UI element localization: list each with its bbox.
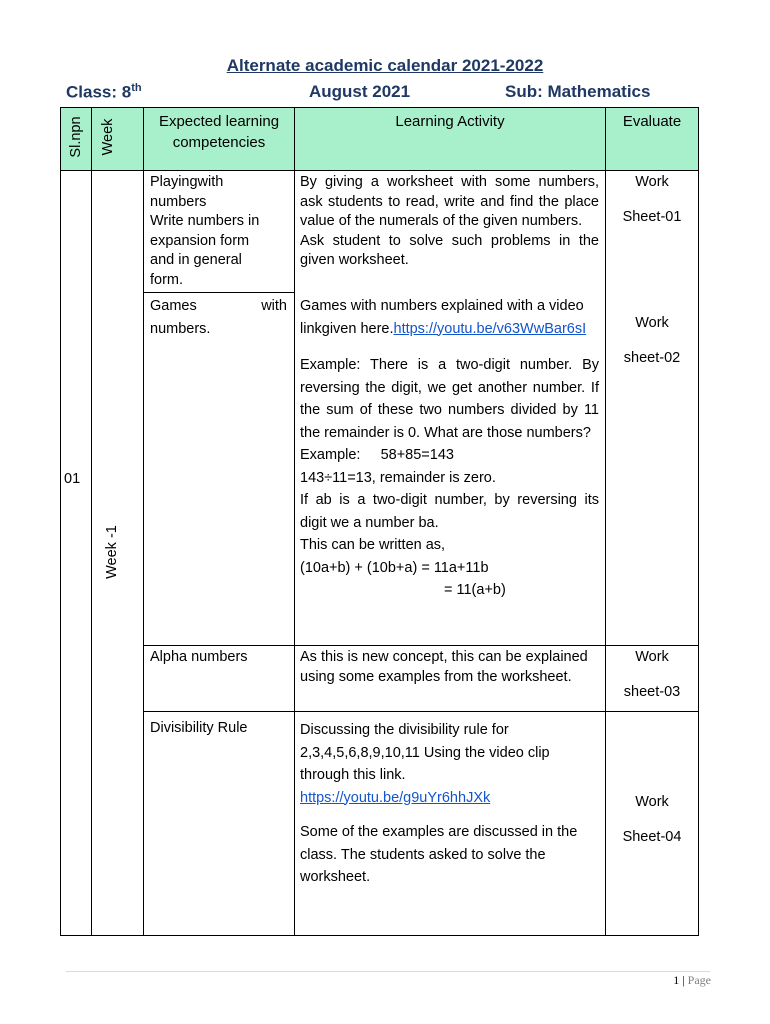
youtube-link-games[interactable]: https://youtu.be/v63WwBar6sI [393,320,587,337]
row4-evaluate-line: Work [635,794,669,810]
header-evaluate: Evaluate [622,113,682,130]
row1-competency-line: expansion form [150,232,250,249]
class-label [66,82,142,103]
row1-activity-paragraph: By giving a worksheet with some numbers, ask students to read, write and find the place value of the numerals of the given numbers. [300,174,599,229]
page-label: Page [687,973,711,987]
row3-evaluate-line: sheet-03 [623,684,681,700]
row4-activity [300,719,599,889]
row2-example-line: If ab is a two-digit number, by reversing its digit we a number ba. [300,492,599,531]
row1-competency [150,173,290,290]
row1-competency-line: Playingwith [150,174,224,190]
row1-evaluate-line: Sheet-01 [622,209,682,225]
header-competencies [144,111,294,153]
row2-activity-intro [300,295,599,340]
week-value: Week -1 [104,525,120,579]
row2-example-line: This can be written as, [300,537,446,553]
header-competencies-line-2: competencies [172,134,266,151]
row1-competency-line: and in general [150,252,242,268]
row4-evaluate-line: Sheet-04 [622,829,682,845]
page-separator: | [682,973,685,987]
page-number: 1 [673,973,680,987]
row2-evaluate-line: Work [635,315,669,331]
page-footer [673,973,711,988]
class-prefix: Class: 8 [66,82,132,102]
row1-activity-paragraph: Ask student to solve such problems in the given worksheet. [300,232,599,268]
footer-divider [66,971,710,972]
month-label: August 2021 [309,82,411,101]
slno-value: 01 [64,471,81,487]
row2-example-line: = 11(a+b) [444,582,506,598]
row4-competency: Divisibility Rule [150,720,248,736]
header-competencies-line-1: Expected learning [158,113,280,130]
row4-activity-after: Some of the examples are discussed in the class. The students asked to solve the worksheet. [300,824,578,885]
header-activity: Learning Activity [395,113,505,130]
youtube-link-divisibility[interactable]: https://youtu.be/g9uYr6hhJXk [300,789,491,806]
row1-competency-line: Write numbers in [150,213,260,229]
row1-activity [300,173,599,271]
class-suffix: th [131,82,142,94]
document-title: Alternate academic calendar 2021-2022 [226,56,544,75]
row1-competency-line: form. [150,271,184,288]
row2-example-line: Example: There is a two-digit number. By reversing the digit, we get another number. If the sum of these two numbers divided by 11 the remainder is 0. What are those numbers? [300,357,599,441]
row2-competency [150,295,287,340]
row4-evaluate [606,793,698,847]
row3-evaluate [606,648,698,702]
row3-evaluate-line: Work [635,649,669,665]
header-week: Week [100,118,116,156]
row2-evaluate-line: sheet-02 [623,350,681,366]
row2-activity [300,295,599,602]
row2-example-line: Example: 58+85=143 [300,447,454,463]
row2-example-line: 143÷11=13, remainder is zero. [300,469,496,486]
row1-competency-line: numbers [150,193,207,210]
row1-evaluate [606,173,698,227]
row4-activity-intro: Discussing the divisibility rule for 2,3,4,5,6,8,9,10,11 Using the video clip through this link. [300,722,550,783]
row2-example-line: (10a+b) + (10b+a) = 11a+11b [300,559,489,576]
row3-activity: As this is new concept, this can be explained using some examples from the worksheet. [300,649,588,685]
row3-competency: Alpha numbers [150,649,248,665]
row2-activity-example [300,354,599,602]
calendar-table [60,107,699,936]
subject-label: Sub: Mathematics [505,82,651,101]
row1-evaluate-line: Work [635,174,669,190]
header-slno: Sl.npn [68,116,84,158]
row2-evaluate [606,314,698,368]
row2-competency-text: Games with numbers. [150,298,287,337]
row2-activity-intro-text: Games with numbers explained with a video linkgiven here. [300,298,584,337]
